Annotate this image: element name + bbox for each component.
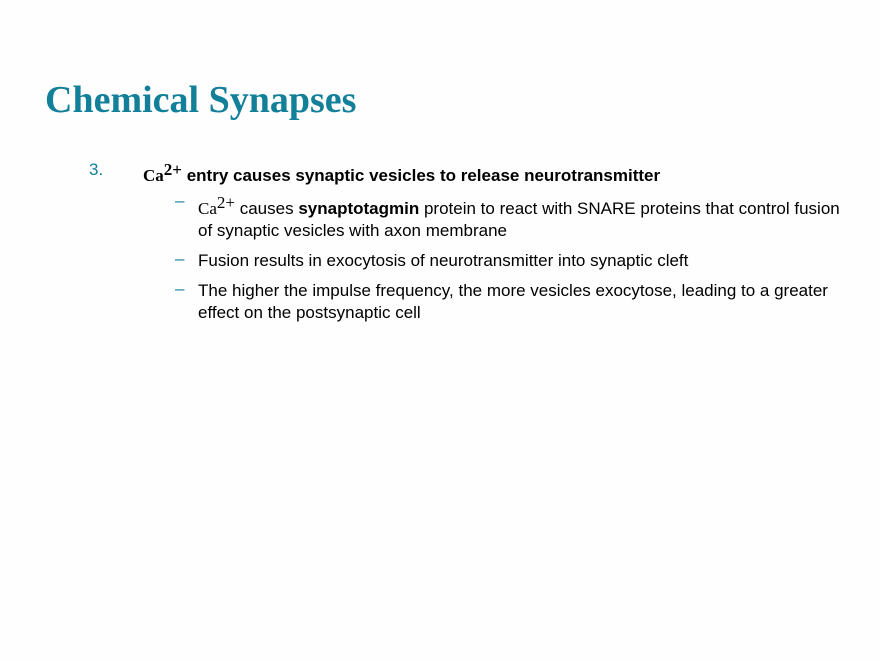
subpoint-text: The higher the impulse frequency, the more vesicles exocytose, leading to a greater effect on the postsynaptic cell xyxy=(198,281,828,322)
subpoint-text: Fusion results in exocytosis of neurotransmitter into synaptic cleft xyxy=(198,251,689,270)
subpoint xyxy=(175,250,855,272)
subpoint-text: causes xyxy=(239,199,294,218)
point-body: entry causes synaptic vesicles to release neurotransmitter xyxy=(186,166,661,185)
slide-title: Chemical Synapses xyxy=(45,79,357,121)
calcium-symbol: Ca xyxy=(143,166,164,185)
subpoint-text: protein to react with SNARE proteins that control fusion of synaptic vesicles with axon membrane xyxy=(198,199,840,240)
subpoint xyxy=(175,192,855,242)
subpoint xyxy=(175,280,855,324)
dash-bullet: – xyxy=(175,191,185,210)
point-number: 3. xyxy=(89,160,104,179)
point-text xyxy=(143,160,660,186)
dash-bullet: – xyxy=(175,279,185,298)
dash-bullet: – xyxy=(175,249,185,268)
calcium-symbol: Ca xyxy=(198,199,217,218)
subpoint-bold-term: synaptotagmin xyxy=(298,199,420,218)
calcium-charge: 2+ xyxy=(216,193,235,212)
subpoint-list xyxy=(175,192,855,332)
calcium-charge: 2+ xyxy=(163,160,182,179)
